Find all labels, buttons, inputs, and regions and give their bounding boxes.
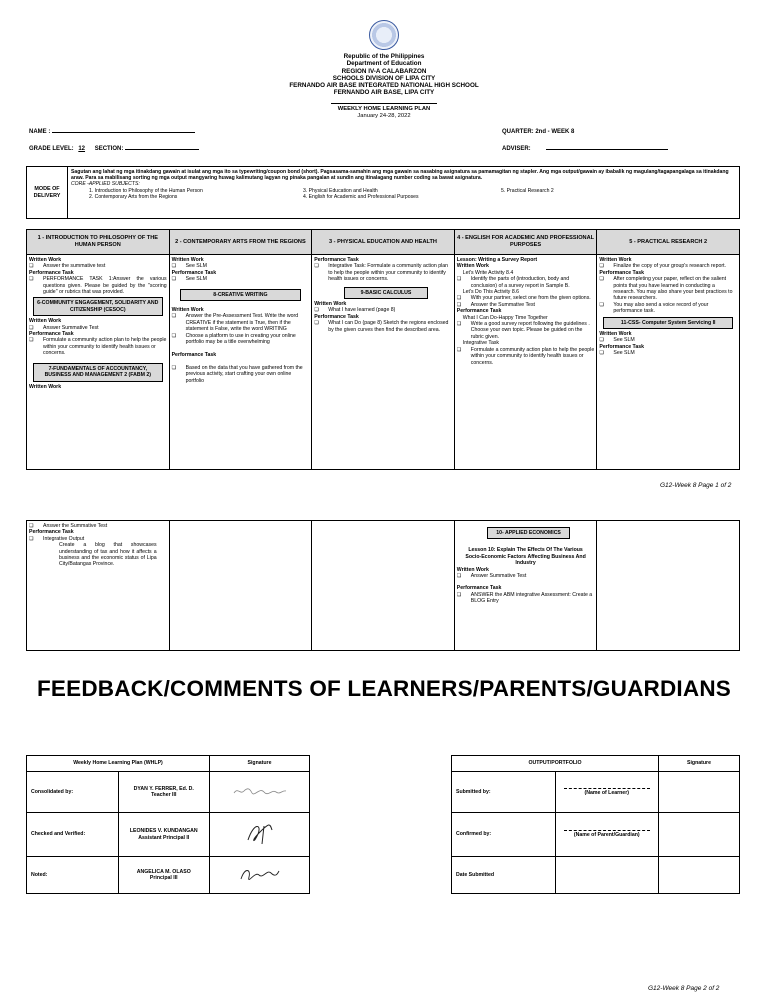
plan-cell-pe-health bbox=[312, 255, 455, 470]
signatory-title: Teacher III bbox=[151, 792, 177, 798]
signatory bbox=[118, 772, 210, 813]
task-item: ❏ Choose a platform to use in creating your online portfolio may be a title overwhelming bbox=[172, 333, 310, 346]
whlp-header: Weekly Home Learning Plan (WHLP) bbox=[27, 756, 210, 772]
column-header: 4 - ENGLISH FOR ACADEMIC AND PROFESSIONAL PURPOSES bbox=[454, 230, 597, 255]
plan-title: WEEKLY HOME LEARNING PLAN bbox=[337, 106, 431, 112]
column-header: 2 - CONTEMPORARY ARTS FROM THE REGIONS bbox=[169, 230, 312, 255]
task-item: ❏ What I can Do (page 8) Sketch the regions enclosed by the given curves then find the described area. bbox=[314, 320, 452, 333]
lesson-label: Lesson: Writing a Survey Report bbox=[456, 257, 538, 263]
mode-of-delivery-table bbox=[26, 166, 740, 219]
task-item: ❏ See SLM bbox=[172, 276, 310, 282]
signatory bbox=[118, 813, 210, 857]
name-entry-line[interactable] bbox=[564, 830, 651, 831]
header-line: FERNANDO AIR BASE INTEGRATED NATIONAL HIGH SCHOOL bbox=[289, 82, 479, 90]
task-item: ❏ Answer Summative Test bbox=[457, 573, 595, 579]
adviser-label: ADVISER: bbox=[502, 146, 531, 152]
agency-header bbox=[0, 53, 768, 97]
performance-task-label: Performance Task bbox=[456, 585, 502, 592]
signature-cell[interactable] bbox=[659, 857, 740, 894]
task-item: ❏ You may also send a voice record of your performance task. bbox=[599, 302, 737, 315]
written-work-label: Written Work bbox=[29, 318, 62, 325]
task-item: ❏ Identify the parts of (introduction, body and conclusion) of a survey report in Sample B. bbox=[457, 276, 595, 289]
plan-cell-empty bbox=[169, 521, 312, 651]
task-item: ❏ Answer the Pre-Assessment Test. Write the word CREATIVE if the statement is True, then if the statement is False, write the word WRITING bbox=[172, 313, 310, 332]
plan-cell-research bbox=[597, 255, 740, 470]
plan-cell-empty bbox=[597, 521, 740, 651]
performance-task-label: Performance Task bbox=[171, 269, 217, 276]
task-item: ❏ With your partner, select one from the given options. bbox=[457, 295, 595, 301]
grade-label: GRADE LEVEL: bbox=[29, 146, 74, 152]
subjects-list bbox=[71, 188, 736, 201]
column-header: 5 - PRACTICAL RESEARCH 2 bbox=[597, 230, 740, 255]
column-header: 3 - PHYSICAL EDUCATION AND HEALTH bbox=[312, 230, 455, 255]
task-item: ❏ Answer the Summative Test bbox=[29, 523, 167, 529]
signature-cell[interactable] bbox=[659, 813, 740, 857]
performance-task-label: Performance Task bbox=[314, 257, 359, 263]
task-item: ❏ Finalize the copy of your group's research report. bbox=[599, 263, 737, 269]
subject-box: 10- APPLIED ECONOMICS bbox=[487, 527, 571, 539]
name-entry-line[interactable] bbox=[564, 788, 651, 789]
written-work-label: Written Work bbox=[456, 566, 489, 573]
mode-content bbox=[68, 167, 740, 219]
weekly-plan-table-continued bbox=[26, 520, 740, 651]
plan-cell-empty bbox=[312, 521, 455, 651]
subject-item: 5. Practical Research 2 bbox=[501, 187, 554, 194]
subject-item: 4. English for Academic and Professional Purposes bbox=[303, 193, 419, 200]
task-item: ❏ PERFORMANCE TASK 1:Answer the various questions given. Please be guided by the "scoring guide" or rubrics that was provided. bbox=[29, 276, 167, 295]
grade-field bbox=[29, 146, 199, 153]
header-line: SCHOOLS DIVISION OF LIPA CITY bbox=[332, 74, 436, 82]
signatory-name: DYAN Y. FERRER, Ed. D. bbox=[133, 785, 194, 792]
performance-task-label: Performance Task bbox=[456, 308, 502, 315]
subject-item: 1. Introduction to Philosophy of the Human Person bbox=[89, 187, 203, 194]
name-entry[interactable] bbox=[555, 772, 659, 813]
signature-image bbox=[237, 865, 283, 883]
written-work-label: Written Work bbox=[29, 257, 62, 263]
plan-cell-philosophy bbox=[27, 255, 170, 470]
task-item: ❏ Integrative Output bbox=[29, 536, 167, 542]
subject-box: 6-COMMUNITY ENGAGEMENT, SOLIDARITY AND CITIZENSHIP (CESOC) bbox=[33, 297, 163, 316]
header-line: Republic of the Philippines bbox=[343, 53, 425, 60]
core-subjects-label: CORE -APPLIED SUBJECTS: bbox=[71, 181, 140, 188]
signature-image bbox=[230, 783, 290, 799]
signature-image bbox=[240, 820, 280, 846]
mode-instructions: Sagutan ang lahat ng mga itinakdang gawain at isulat ang mga ito sa typewriting/coupon bond (short). Pagsasama-samahin ang mga gawain sa nasabing asignatura sa pamamagitan ng stapler. Ang mga output/gawain ay ibabalik ng magulang/tagapangalaga sa itinakdang araw. Para sa mabilisang sorting ng mga output mangyaring huwag kalimutang lagyan ng pinaka pangalan at sundin ang itinalagang number coding sa bawat asignatura. bbox=[71, 169, 729, 182]
task-item: ❏ Formulate a community action plan to help the people within your community to identify health issues or concerns. bbox=[457, 347, 595, 366]
signature-cell bbox=[210, 813, 310, 857]
signatory-name: LEONIDES V. KUNDANGAN bbox=[129, 828, 198, 834]
written-work-label: Written Work bbox=[456, 263, 489, 270]
weekly-plan-table bbox=[26, 229, 740, 470]
subject-box: 9-BASIC CALCULUS bbox=[344, 287, 428, 299]
subject-box: 7-FUNDAMENTALS OF ACCOUNTANCY, BUSINESS AND MANAGEMENT 2 (FABM 2) bbox=[33, 363, 163, 382]
subject-item: 3. Physical Education and Health bbox=[303, 187, 378, 194]
activity-label: What I Can Do-Happy Time Together bbox=[462, 314, 548, 321]
performance-task-label: Performance Task bbox=[29, 529, 74, 536]
task-item: ❏ Answer the summative test bbox=[29, 263, 167, 269]
written-work-label: Written Work bbox=[171, 257, 204, 263]
name-line[interactable] bbox=[52, 132, 195, 133]
task-item: ❏ Answer Summative Test bbox=[29, 325, 167, 331]
subject-box: 8-CREATIVE WRITING bbox=[180, 289, 302, 301]
activity-label: Integrative Task bbox=[462, 340, 500, 347]
signatory-name: ANGELICA M. OLASO bbox=[136, 868, 191, 875]
adviser-field bbox=[502, 146, 668, 153]
task-item: ❏ Formulate a community action plan to help the people within your community to identify health issues or concerns. bbox=[29, 337, 167, 356]
task-item: ❏ Integrative Task: Formulate a community action plan to help the people within your community to identify health issues or concerns. bbox=[314, 263, 452, 282]
performance-task-label: Performance Task bbox=[29, 269, 74, 276]
task-item: ❏ See SLM bbox=[172, 263, 310, 269]
header-line: Department of Education bbox=[346, 60, 422, 68]
written-work-label: Written Work bbox=[29, 383, 62, 390]
page-footer: G12-Week 8 Page 1 of 2 bbox=[660, 482, 732, 489]
page-footer: G12-Week 8 Page 2 of 2 bbox=[648, 985, 720, 992]
subject-box: 11-CSS- Computer System Servicing II bbox=[603, 317, 733, 329]
deped-seal bbox=[369, 20, 399, 50]
section-label: SECTION: bbox=[94, 146, 124, 152]
title-rule bbox=[331, 103, 437, 104]
performance-task-label: Performance Task bbox=[599, 343, 644, 350]
name-caption: (Name of Parent/Guardian) bbox=[573, 832, 640, 839]
signature-header: Signature bbox=[659, 756, 740, 772]
adviser-line[interactable] bbox=[546, 149, 668, 150]
lesson-label: Lesson 10: Explain The Effects Of The Various Socio-Economic Factors Affecting Business And Industry bbox=[465, 547, 586, 567]
task-item: ❏ What I have learned (page 8) bbox=[314, 307, 452, 313]
signatory bbox=[118, 857, 210, 894]
name-field bbox=[29, 129, 195, 136]
plan-date: January 24-28, 2022 bbox=[357, 112, 411, 119]
plan-cell-contemporary-arts bbox=[169, 255, 312, 470]
header-line: REGION IV-A CALABARZON bbox=[341, 67, 427, 75]
row-label: Noted: bbox=[27, 857, 119, 894]
column-header: 1 - INTRODUCTION TO PHILOSOPHY OF THE HUMAN PERSON bbox=[27, 230, 170, 255]
written-work-label: Written Work bbox=[599, 257, 632, 263]
performance-task-label: Performance Task bbox=[171, 352, 217, 359]
task-item: ❏ After completing your paper, reflect on the salient points that you have learned in conducting a research. You may also share your best practices to future researchers. bbox=[599, 276, 737, 302]
header-line: FERNANDO AIR BASE, LIPA CITY bbox=[333, 89, 435, 97]
grade-value: 12 bbox=[78, 146, 86, 152]
output-portfolio-table bbox=[451, 755, 740, 894]
signatory-title: Assistant Principal II bbox=[138, 834, 190, 841]
task-item: ❏ Answer the Summative Test bbox=[457, 302, 595, 308]
signature-header: Signature bbox=[210, 756, 310, 772]
task-item: ❏ Write a good survey report following the guidelines . Choose your own topic. Please be guided on the rubric given. bbox=[457, 321, 595, 340]
written-work-label: Written Work bbox=[599, 331, 632, 338]
activity-label: Let's Do This Activity 8.6 bbox=[462, 289, 520, 296]
quarter-label: QUARTER: 2nd - WEEK 8 bbox=[502, 129, 575, 135]
signature-cell[interactable] bbox=[659, 772, 740, 813]
section-line[interactable] bbox=[125, 149, 199, 150]
performance-task-label: Performance Task bbox=[29, 331, 74, 338]
name-entry[interactable] bbox=[555, 813, 659, 857]
name-label: NAME : bbox=[29, 129, 51, 135]
activity-label: Let's Write Activity 8.4 bbox=[462, 269, 514, 276]
performance-task-label: Performance Task bbox=[314, 313, 359, 320]
task-item: ❏ See SLM bbox=[599, 337, 737, 343]
subject-item: 2. Contemporary Arts from the Regions bbox=[89, 193, 178, 200]
signatory-title: Principal III bbox=[149, 875, 178, 881]
whlp-signature-table bbox=[26, 755, 310, 894]
signature-cell bbox=[210, 857, 310, 894]
name-caption: (Name of Learner) bbox=[584, 789, 629, 796]
written-work-label: Written Work bbox=[314, 301, 347, 308]
task-item: ❏ ANSWER the ABM integrative Assessment: Create a BLOG Entry bbox=[457, 592, 595, 605]
task-description: Create a blog that showcases understanding of tax and how it affects a business and the economic status of Lipa City/Batangas Province. bbox=[59, 542, 157, 568]
row-label: Submitted by: bbox=[452, 772, 556, 813]
performance-task-label: Performance Task bbox=[599, 269, 644, 276]
signature-cell bbox=[210, 772, 310, 813]
output-header: OUTPUT/PORTFOLIO bbox=[452, 756, 659, 772]
date-entry[interactable] bbox=[555, 857, 659, 894]
row-label: Checked and Verified: bbox=[27, 813, 119, 857]
task-item: ❏ Based on the data that you have gathered from the previous activity, start crafting your own online portfolio bbox=[172, 365, 310, 384]
row-label: Date Submitted bbox=[452, 857, 556, 894]
feedback-title: FEEDBACK/COMMENTS OF LEARNERS/PARENTS/GUARDIANS bbox=[36, 676, 731, 701]
plan-title-block bbox=[0, 106, 768, 120]
written-work-label: Written Work bbox=[171, 307, 204, 314]
plan-cell-applied-economics bbox=[454, 521, 597, 651]
row-label: Consolidated by: bbox=[27, 772, 119, 813]
plan-cell-english bbox=[454, 255, 597, 470]
plan-cell-fabm bbox=[27, 521, 170, 651]
row-label: Confirmed by: bbox=[452, 813, 556, 857]
task-item: ❏ See SLM bbox=[599, 350, 737, 356]
mode-label: MODE OF DELIVERY bbox=[27, 167, 68, 219]
